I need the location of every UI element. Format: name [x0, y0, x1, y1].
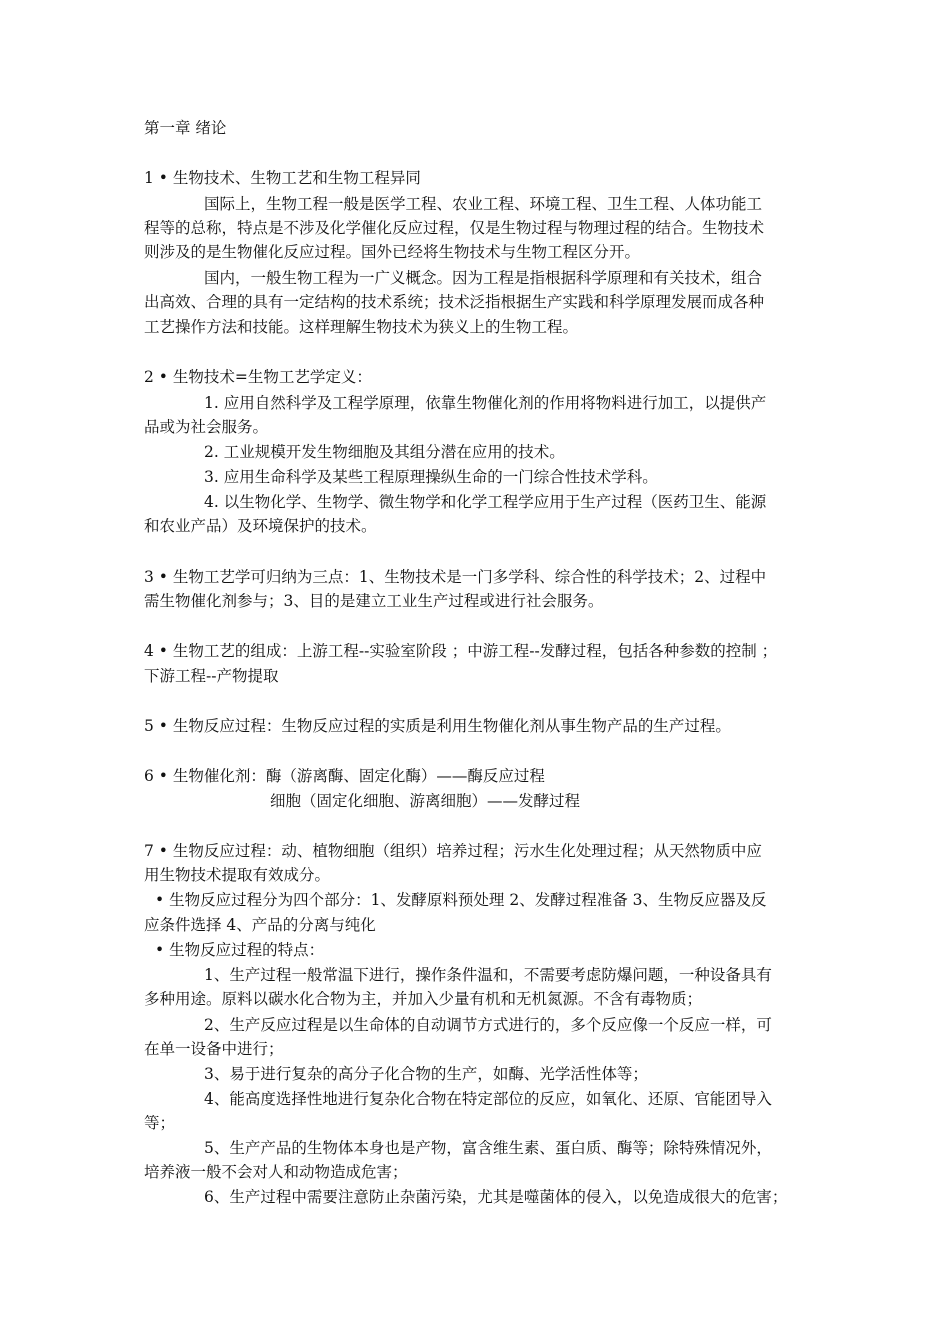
feature-item: 6、生产过程中需要注意防止杂菌污染，尤其是噬菌体的侵入，以免造成很大的危害； — [204, 1188, 788, 1206]
feature-item: 3、易于进行复杂的高分子化合物的生产，如酶、光学活性体等； — [204, 1065, 648, 1083]
section-1-text: 出高效、合理的具有一定结构的技术系统；技术泛指根据生产实践和科学原理发展而成各种 — [144, 293, 765, 311]
section-1-text: 工艺操作方法和技能。这样理解生物技术为狭义上的生物工程。 — [144, 318, 579, 336]
section-1-text: 则涉及的是生物催化反应过程。国外已经将生物技术与生物工程区分开。 — [144, 243, 641, 261]
section-6-text: 6 • 生物催化剂：酶（游离酶、固定化酶）——酶反应过程 — [144, 767, 545, 785]
section-7-text: 用生物技术提取有效成分。 — [144, 866, 331, 884]
feature-item: 多种用途。原料以碳水化合物为主，并加入少量有机和无机氮源。不含有毒物质； — [144, 990, 703, 1008]
feature-item: 1、生产过程一般常温下进行，操作条件温和，不需要考虑防爆问题，一种设备具有 — [204, 966, 772, 984]
section-7-text: 7 • 生物反应过程：动、植物细胞（组织）培养过程；污水生化处理过程；从天然物质中应 — [144, 842, 762, 860]
section-6-text: 细胞（固定化细胞、游离细胞）——发酵过程 — [270, 792, 581, 810]
feature-item: 5、生产产品的生物体本身也是产物，富含维生素、蛋白质、酶等；除特殊情况外， — [204, 1139, 772, 1157]
section-1-text: 国际上，生物工程一般是医学工程、农业工程、环境工程、卫生工程、人体功能工 — [204, 195, 763, 213]
definition-item: 2. 工业规模开发生物细胞及其组分潜在应用的技术。 — [204, 443, 565, 461]
features-heading: • 生物反应过程的特点： — [155, 941, 325, 959]
reaction-parts-text: • 生物反应过程分为四个部分：1、发酵原料预处理 2、发酵过程准备 3、生物反应器及反 — [155, 891, 767, 909]
definition-item: 品或为社会服务。 — [144, 418, 269, 436]
section-1-heading: 1 • 生物技术、生物工艺和生物工程异同 — [144, 169, 421, 187]
reaction-parts-text: 应条件选择 4、产品的分离与纯化 — [144, 916, 376, 934]
feature-item: 4、能高度选择性地进行复杂化合物在特定部位的反应，如氧化、还原、官能团导入 — [204, 1090, 772, 1108]
section-1-text: 程等的总称，特点是不涉及化学催化反应过程，仅是生物过程与物理过程的结合。生物技术 — [144, 219, 765, 237]
section-1-text: 国内，一般生物工程为一广义概念。因为工程是指根据科学原理和有关技术，组合 — [204, 269, 763, 287]
section-3-text: 3 • 生物工艺学可归纳为三点：1、生物技术是一门多学科、综合性的科学技术；2、过程中 — [144, 568, 767, 586]
feature-item: 等； — [144, 1114, 176, 1132]
definition-item: 和农业产品）及环境保护的技术。 — [144, 517, 377, 535]
definition-item: 3. 应用生命科学及某些工程原理操纵生命的一门综合性技术学科。 — [204, 468, 658, 486]
definition-item: 4. 以生物化学、生物学、微生物学和化学工程学应用于生产过程（医药卫生、能源 — [204, 493, 767, 511]
feature-item: 2、生产反应过程是以生命体的自动调节方式进行的，多个反应像一个反应一样，可 — [204, 1016, 772, 1034]
feature-item: 在单一设备中进行； — [144, 1040, 284, 1058]
definition-item: 1. 应用自然科学及工程学原理，依靠生物催化剂的作用将物料进行加工，以提供产 — [204, 394, 767, 412]
section-4-text: 下游工程--产物提取 — [144, 667, 279, 685]
chapter-title: 第一章 绪论 — [144, 119, 227, 137]
section-3-text: 需生物催化剂参与；3、目的是建立工业生产过程或进行社会服务。 — [144, 592, 604, 610]
feature-item: 培养液一般不会对人和动物造成危害； — [144, 1163, 408, 1181]
section-5-text: 5 • 生物反应过程：生物反应过程的实质是利用生物催化剂从事生物产品的生产过程。 — [144, 717, 731, 735]
section-2-heading: 2 • 生物技术=生物工艺学定义： — [144, 368, 372, 386]
section-4-text: 4 • 生物工艺的组成：上游工程--实验室阶段 ；中游工程--发酵过程，包括各种参数的控制 ； — [144, 642, 778, 660]
